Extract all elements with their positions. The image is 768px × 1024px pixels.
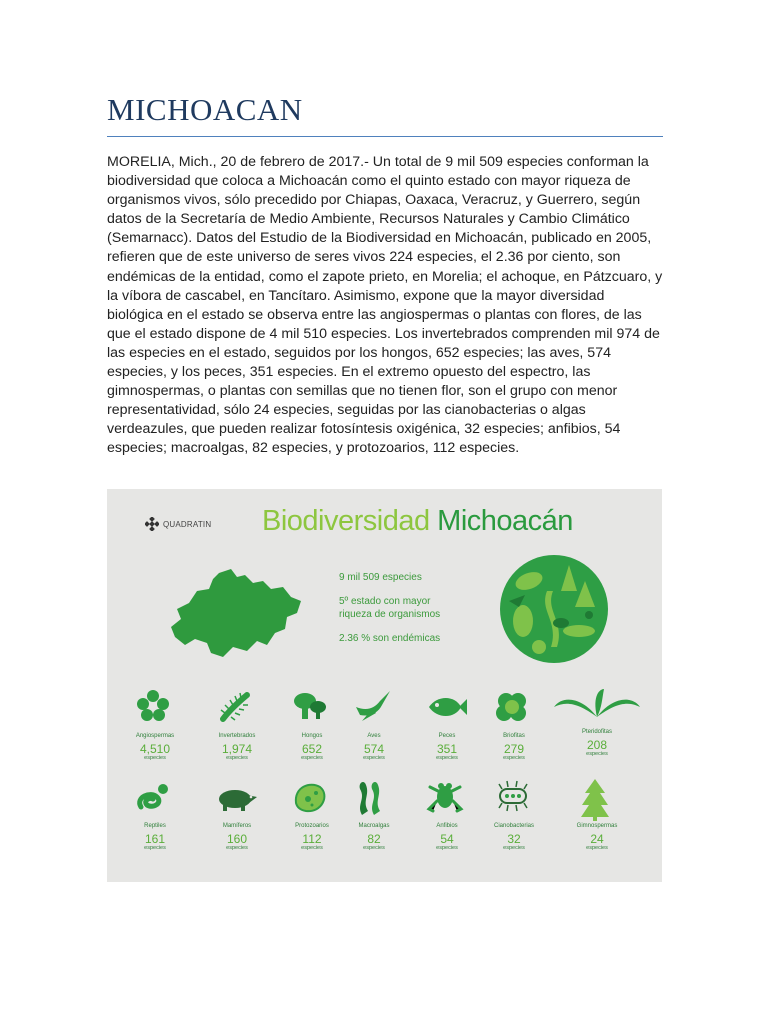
species-name: Gimnospermas <box>576 823 618 829</box>
species-unit: especies <box>436 845 458 851</box>
logo-text: QUADRATIN <box>163 519 212 529</box>
fact-total-species: 9 mil 509 especies <box>339 572 422 583</box>
fern-icon <box>552 687 642 727</box>
heading-divider <box>107 136 663 137</box>
snake-icon <box>133 777 177 821</box>
protozoa-icon <box>290 777 334 821</box>
article-paragraph: MORELIA, Mich., 20 de febrero de 2017.- Un total de 9 mil 509 especies conforman la biodiversidad que coloca a Michoacán como el quinto estado con mayor riqueza de organismos vivos, sólo precedido por Chiapas, Oaxaca, Veracruz, y Guerrero, según datos de la Secretaría de Medio Ambiente, Recursos Naturales y Cambio Climático (Semarnacc). Datos del Estudio de la Biodiversidad en Michoacán, publicado en 2005, refieren que de este universo de seres vivos 224 especies, el 2.36 por ciento, son endémicas de la entidad, como el zapote prieto, en Morelia; el achoque, en Pátzcuaro, y la víbora de cascabel, en Tancítaro. Asimismo, expone que la mayor diversidad biológica en el estado se observa entre las angiospermas o plantas con flores, de las que el estado dispone de 4 mil 510 especies. Los invertebrados comprenden mil 974 de las especies en el estado, seguidos por los hongos, 652 especies; las aves, 574 especies, y los peces, 351 especies. En el extremo opuesto del espectro, las gimnospermas, o plantas con semillas que no tienen flor, son el grupo con menor representatividad, sólo 24 especies, seguidas por las cianobacterias o algas verdeazules, que pueden realizar fotosíntesis oxigénica, 32 especies; anfibios, 54 especies; macroalgas, 82 especies, y protozoarios, 112 especies. <box>107 154 663 457</box>
bacteria-icon <box>492 777 536 821</box>
species-count: 279 <box>503 742 525 756</box>
species-count: 652 <box>301 742 323 756</box>
species-count: 161 <box>144 832 166 846</box>
species-unit: especies <box>226 845 248 851</box>
conifer-icon <box>575 777 619 821</box>
species-count: 54 <box>440 832 454 846</box>
title-part-b: Michoacán <box>437 505 573 537</box>
species-name: Invertebrados <box>218 733 256 739</box>
biodiversity-infographic <box>107 489 662 882</box>
species-name: Cianobacterias <box>493 823 535 829</box>
species-count: 32 <box>507 832 521 846</box>
species-name: Briofitas <box>503 733 525 739</box>
species-name: Aves <box>367 733 381 739</box>
quadratin-logo <box>145 517 211 531</box>
fact-rank: 5º estado con mayor riqueza de organismos <box>339 596 441 620</box>
species-unit: especies <box>144 755 166 761</box>
bird-icon <box>352 687 396 731</box>
species-unit: especies <box>363 845 385 851</box>
species-count: 351 <box>436 742 458 756</box>
species-unit: especies <box>436 755 458 761</box>
species-count: 1,974 <box>221 742 253 756</box>
species-unit: especies <box>363 755 385 761</box>
species-name: Macroalgas <box>358 823 390 829</box>
species-name: Reptiles <box>144 823 166 829</box>
seaweed-icon <box>352 777 396 821</box>
frog-icon <box>425 777 469 821</box>
species-card-cianobacterias <box>469 777 559 851</box>
species-name: Hongos <box>301 733 323 739</box>
page-heading: MICHOACAN <box>107 92 303 127</box>
fish-icon <box>425 687 469 731</box>
species-unit: especies <box>586 845 608 851</box>
fact-endemic: 2.36 % son endémicas <box>339 633 441 644</box>
species-card-gimnospermas <box>552 777 642 851</box>
species-count: 82 <box>367 832 381 846</box>
species-count: 574 <box>363 742 385 756</box>
species-unit: especies <box>503 845 525 851</box>
quadratin-logo-icon <box>145 517 159 531</box>
species-count: 160 <box>226 832 248 846</box>
species-card-pteridofitas <box>552 687 642 757</box>
species-name: Protozoarios <box>295 823 329 829</box>
mammal-icon <box>215 777 259 821</box>
mushroom-icon <box>290 687 334 731</box>
flower-icon <box>133 687 177 731</box>
moss-icon <box>492 687 536 731</box>
species-unit: especies <box>301 845 323 851</box>
infographic-title <box>262 505 573 538</box>
species-count: 208 <box>586 738 608 752</box>
species-count: 4,510 <box>139 742 171 756</box>
species-unit: especies <box>586 751 608 757</box>
species-unit: especies <box>226 755 248 761</box>
species-card-angiospermas <box>110 687 200 761</box>
species-name: Mamíferos <box>222 823 252 829</box>
michoacan-map <box>167 567 307 659</box>
species-card-reptiles <box>110 777 200 851</box>
species-name: Angiospermas <box>135 733 175 739</box>
species-count: 112 <box>302 832 322 846</box>
biodiversity-circle-illustration <box>499 551 609 667</box>
species-unit: especies <box>144 845 166 851</box>
species-unit: especies <box>503 755 525 761</box>
species-unit: especies <box>301 755 323 761</box>
species-name: Peces <box>438 733 456 739</box>
species-card-briofitas <box>469 687 559 761</box>
species-name: Anfibios <box>436 823 458 829</box>
species-name: Pteridofitas <box>581 729 612 735</box>
key-facts <box>339 571 459 656</box>
species-count: 24 <box>590 832 604 846</box>
centipede-icon <box>215 687 259 731</box>
title-part-a: Biodiversidad <box>262 505 430 537</box>
